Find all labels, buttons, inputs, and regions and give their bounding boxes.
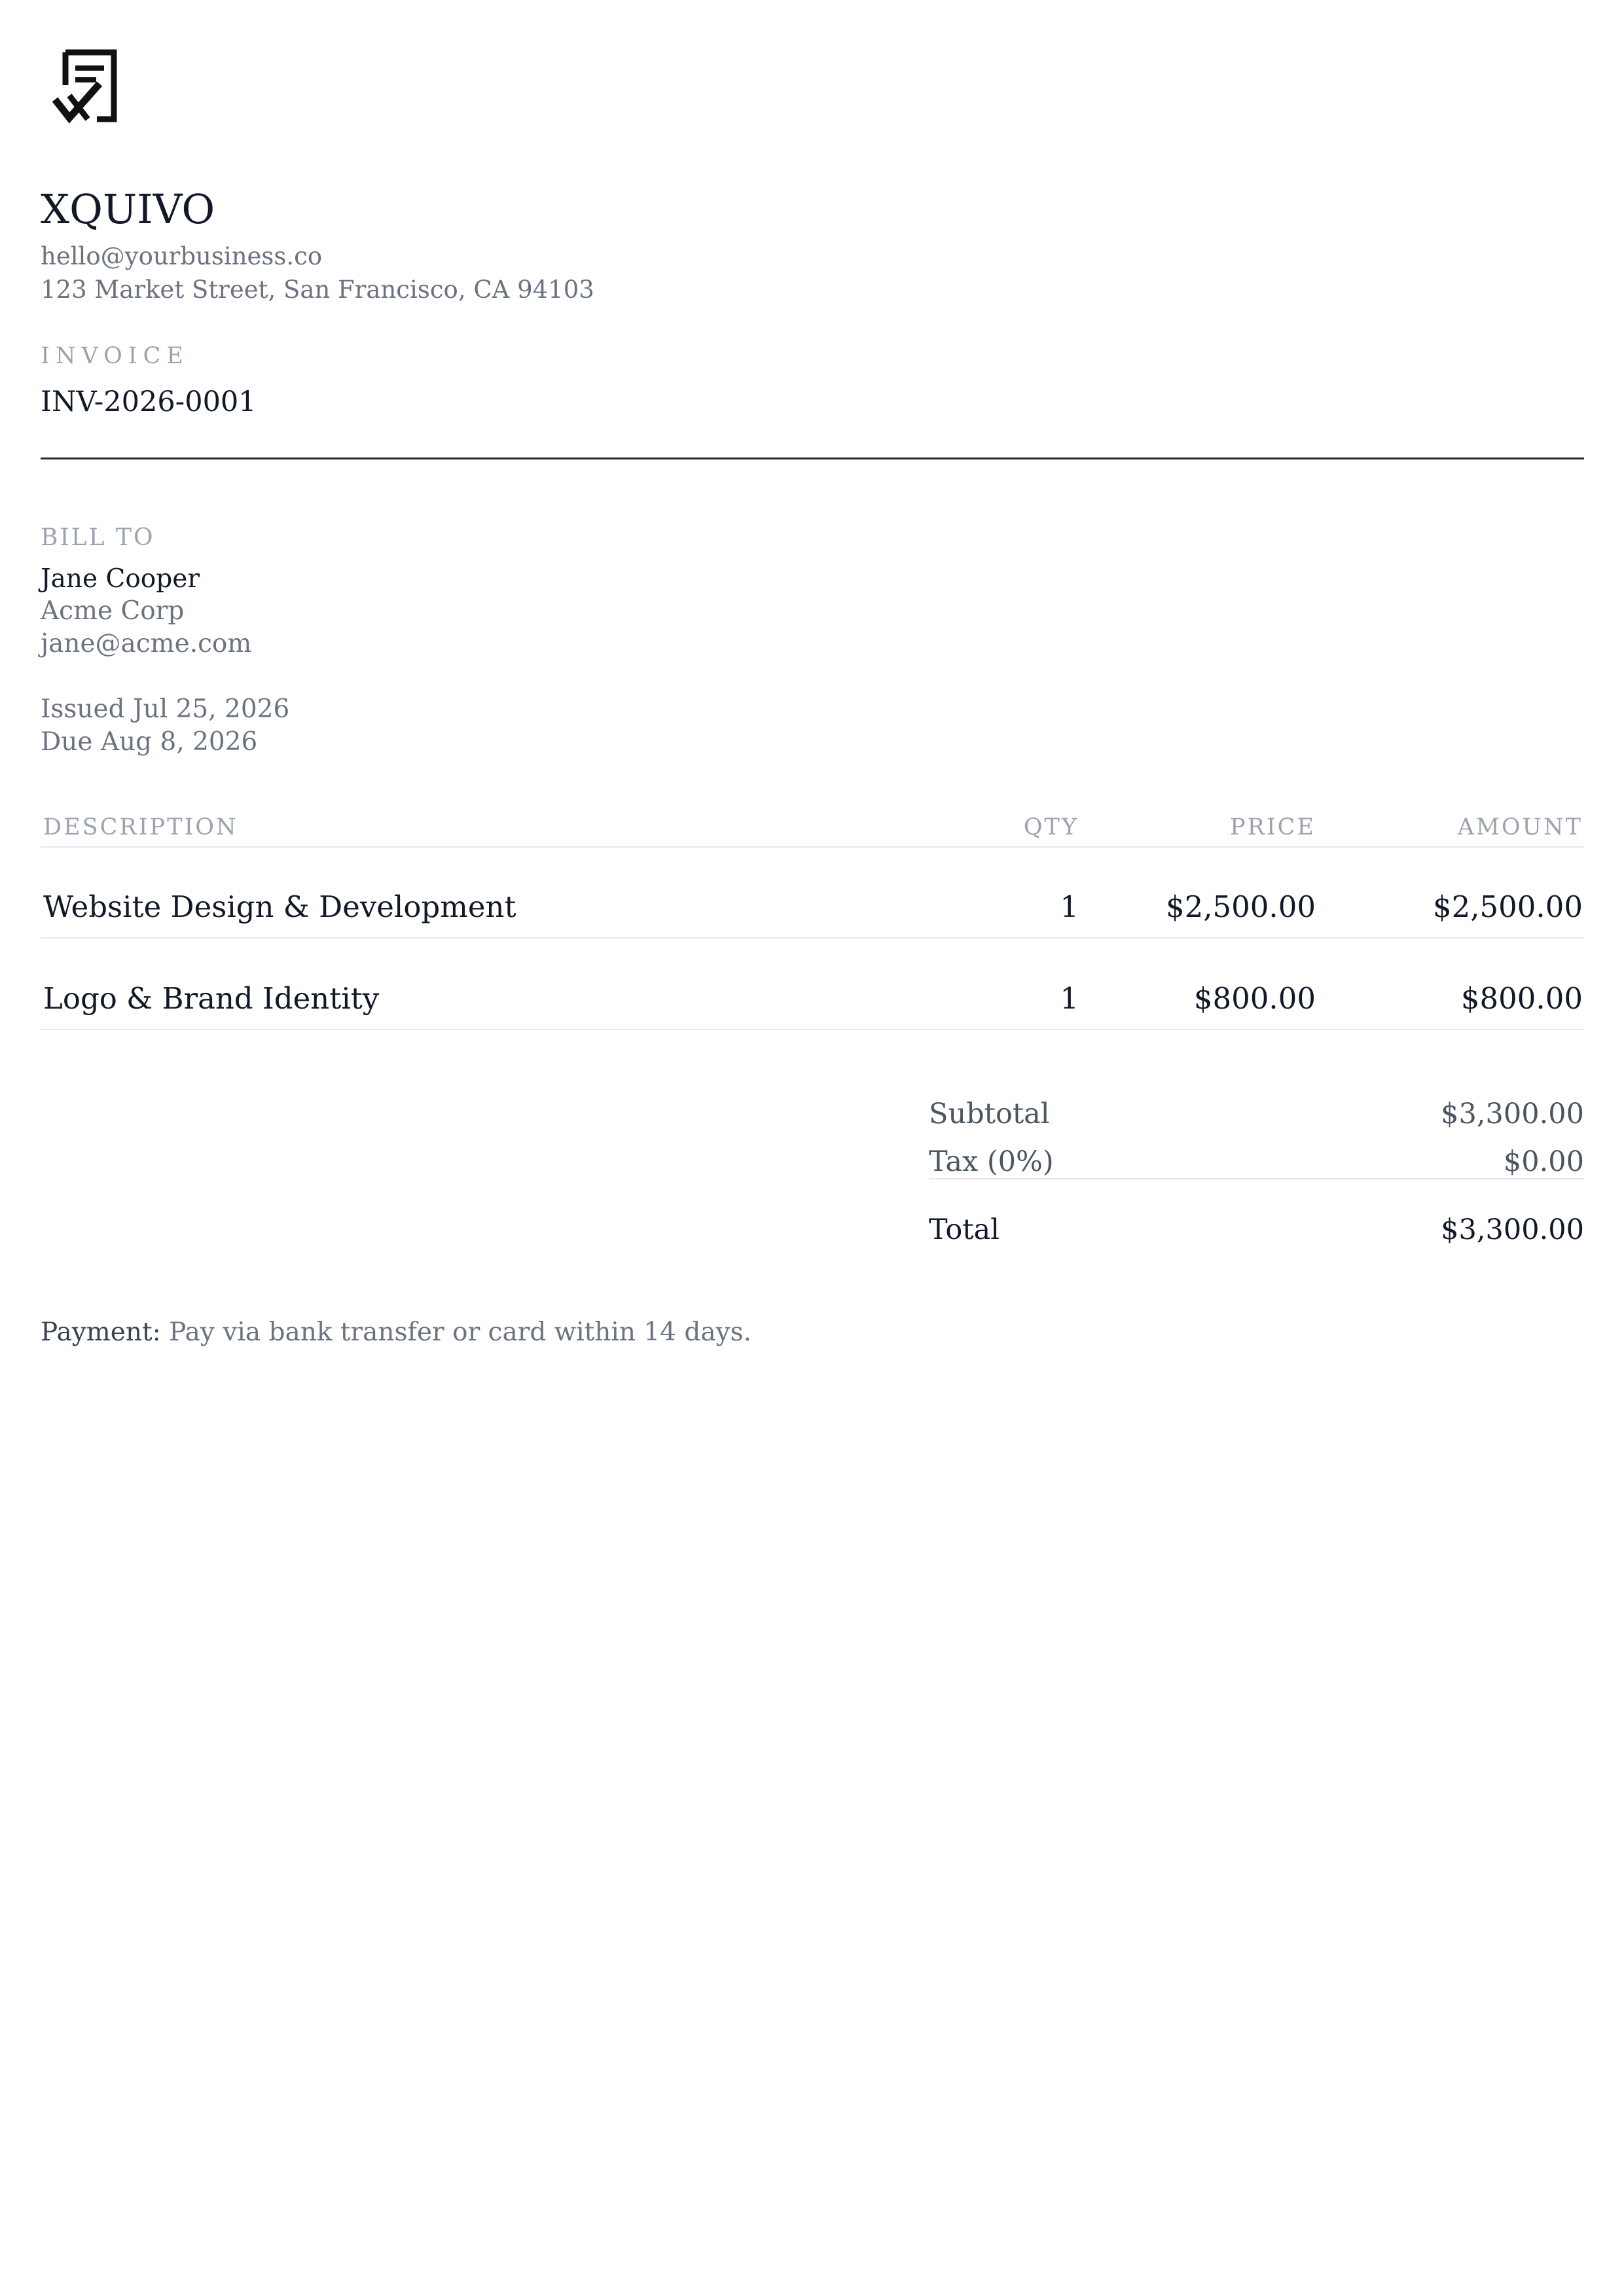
row-amount: $2,500.00 [1432,889,1583,924]
row-divider [41,1029,1584,1030]
tax-value: $0.00 [1503,1145,1584,1178]
row-price: $800.00 [1193,981,1316,1016]
row-divider [41,937,1584,939]
row-description: Logo & Brand Identity [43,981,380,1016]
business-address: 123 Market Street, San Francisco, CA 94103 [41,276,594,304]
tax-label: Tax (0%) [929,1145,1054,1178]
column-header-price: PRICE [1229,814,1316,840]
column-header-description: DESCRIPTION [43,814,238,840]
row-qty: 1 [1060,981,1079,1016]
invoice-page [41,0,1584,2296]
invoice-label: INVOICE [41,343,189,369]
table-header-divider [41,846,1584,848]
totals-divider [929,1178,1584,1179]
business-name: XQUIVO [41,185,215,233]
row-qty: 1 [1060,889,1079,924]
row-amount: $800.00 [1460,981,1583,1016]
row-price: $2,500.00 [1165,889,1316,924]
payment-label: Payment: [41,1318,161,1347]
header-divider [41,457,1584,459]
subtotal-value: $3,300.00 [1441,1098,1584,1130]
business-email: hello@yourbusiness.co [41,242,323,270]
total-label: Total [929,1213,1000,1246]
receipt-check-icon [51,48,119,126]
bill-to-name: Jane Cooper [41,564,200,594]
column-header-qty: QTY [1023,814,1079,840]
invoice-number: INV-2026-0001 [41,386,257,418]
payment-text: Pay via bank transfer or card within 14 days. [160,1318,752,1347]
bill-to-company: Acme Corp [41,596,185,626]
payment-note [41,1316,751,1350]
column-header-amount: AMOUNT [1457,814,1583,840]
row-description: Website Design & Development [43,889,516,924]
subtotal-label: Subtotal [929,1098,1050,1130]
bill-to-email: jane@acme.com [41,629,252,658]
total-value: $3,300.00 [1441,1213,1584,1246]
bill-to-label: BILL TO [41,524,155,551]
issued-date: Issued Jul 25, 2026 [41,694,290,724]
due-date: Due Aug 8, 2026 [41,727,258,757]
